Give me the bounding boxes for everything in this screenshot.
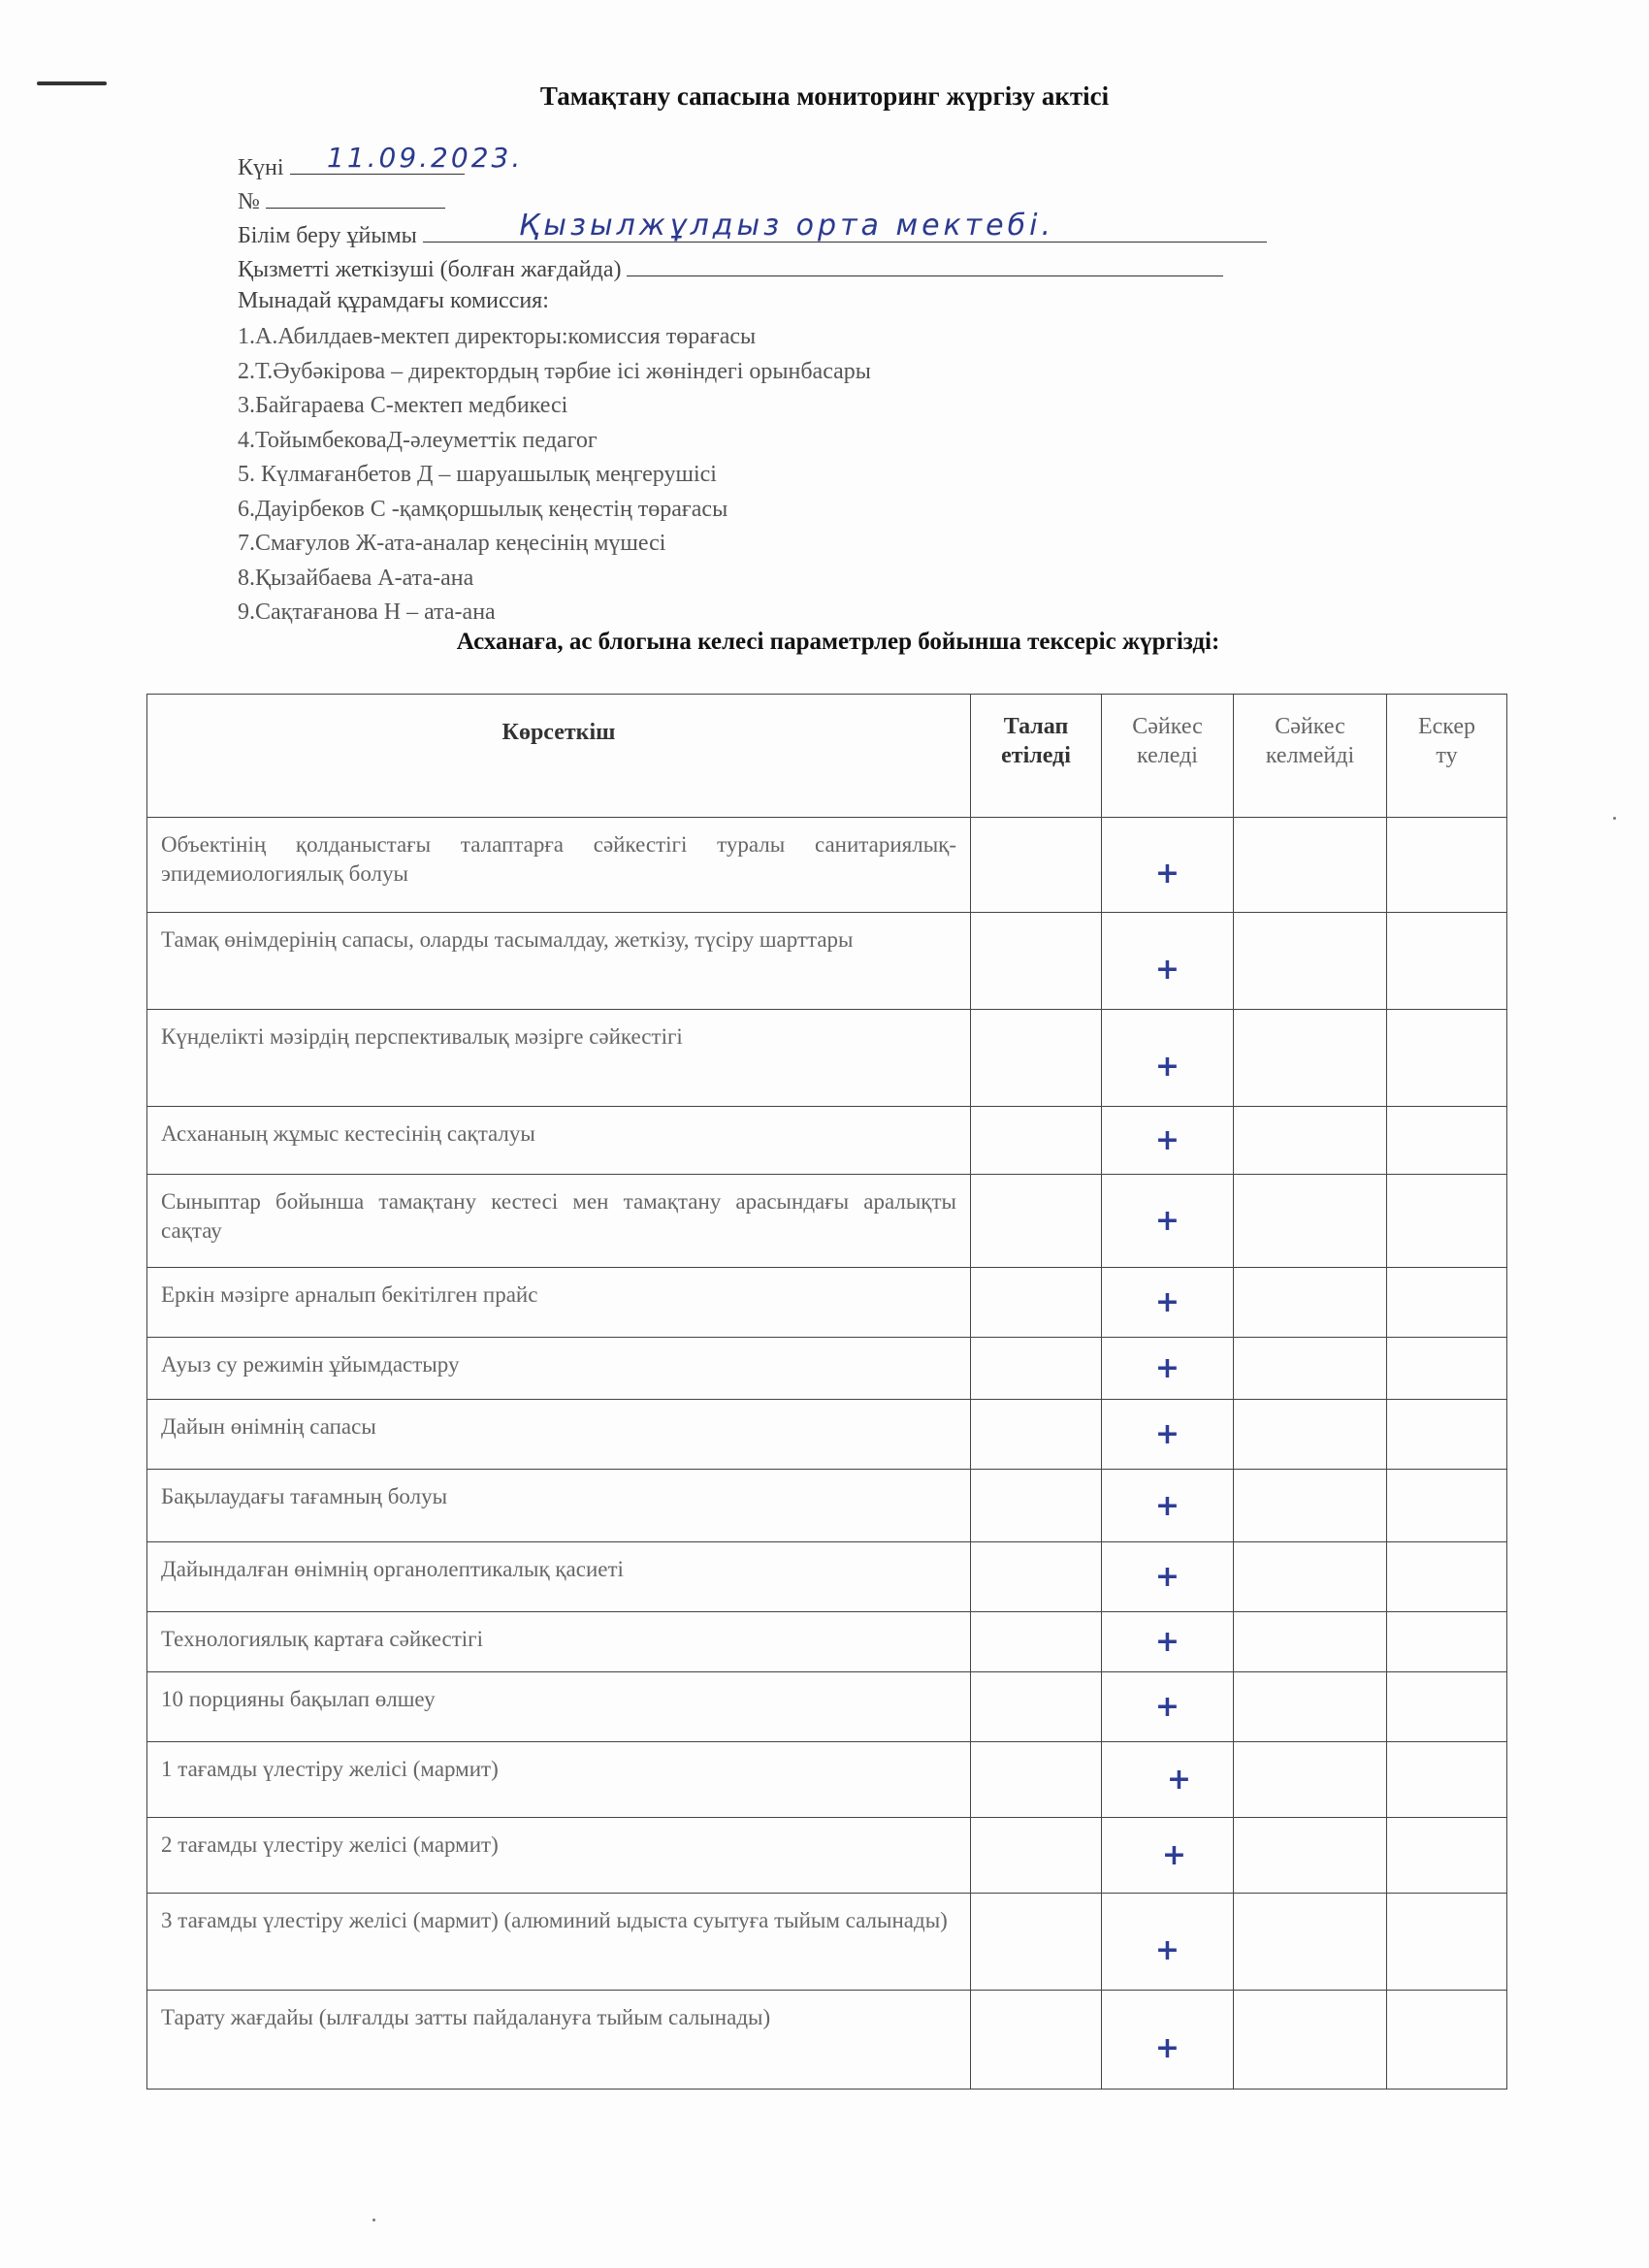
plus-mark: + xyxy=(1154,1417,1180,1451)
commission-intro: Мынадай құрамдағы комиссия: xyxy=(238,288,549,313)
plus-mark: + xyxy=(1154,1050,1180,1084)
compliant-cell xyxy=(1102,1470,1234,1542)
member-item: 3.Байгараева С-мектеп медбикесі xyxy=(238,393,568,418)
indicator-cell: Технологиялық картаға сәйкестігі xyxy=(147,1612,971,1672)
noncompliant-cell xyxy=(1234,1542,1387,1612)
member-item: 9.Сақтағанова Н – ата-ана xyxy=(238,599,496,625)
table-row xyxy=(147,1338,1507,1400)
plus-mark: + xyxy=(1154,1560,1180,1594)
note-cell xyxy=(1387,1894,1507,1991)
noncompliant-cell xyxy=(1234,1268,1387,1338)
compliant-cell xyxy=(1102,1894,1234,1991)
noncompliant-cell xyxy=(1234,1175,1387,1268)
noncompliant-cell xyxy=(1234,1107,1387,1175)
table-row xyxy=(147,1470,1507,1542)
date-line xyxy=(238,142,1267,182)
noncompliant-cell xyxy=(1234,1010,1387,1107)
table-row xyxy=(147,1107,1507,1175)
indicator-cell: Объектінің қолданыстағы талаптарға сәйкестігі туралы санитариялық-эпидемиологиялық болуы xyxy=(147,818,971,913)
plus-mark: + xyxy=(1154,2031,1180,2065)
date-handwritten: 11.09.2023. xyxy=(327,142,524,174)
required-cell xyxy=(971,818,1102,913)
noncompliant-cell xyxy=(1234,1742,1387,1818)
indicator-cell: Асхананың жұмыс кестесінің сақталуы xyxy=(147,1107,971,1175)
required-cell xyxy=(971,1010,1102,1107)
indicator-cell: 3 тағамды үлестіру желісі (мармит) (алюминий ыдыста суытуға тыйым салынады) xyxy=(147,1894,971,1991)
table-row xyxy=(147,1542,1507,1612)
table-row xyxy=(147,1400,1507,1470)
org-label: Білім беру ұйымы xyxy=(238,223,417,248)
plus-mark: + xyxy=(1161,1838,1187,1872)
member-item: 6.Дауірбеков С -қамқоршылық кеңестің төрағасы xyxy=(238,496,728,522)
required-cell xyxy=(971,1818,1102,1894)
note-cell xyxy=(1387,1742,1507,1818)
plus-mark: + xyxy=(1154,1123,1180,1157)
note-cell xyxy=(1387,1672,1507,1742)
org-handwritten: Қызылжұлдыз орта мектебі. xyxy=(519,209,1054,243)
member-item: 5. Күлмағанбетов Д – шаруашылық меңгерушісі xyxy=(238,462,717,487)
header-noncompliant: Сәйкес келмейді xyxy=(1234,695,1387,818)
date-label: Күні xyxy=(238,155,284,180)
plus-mark: + xyxy=(1154,1204,1180,1238)
table-row xyxy=(147,1612,1507,1672)
compliant-cell xyxy=(1102,1338,1234,1400)
required-cell xyxy=(971,1338,1102,1400)
note-cell xyxy=(1387,818,1507,913)
noncompliant-cell xyxy=(1234,913,1387,1010)
note-cell xyxy=(1387,1338,1507,1400)
plus-mark: + xyxy=(1154,953,1180,987)
scan-speck xyxy=(1613,817,1616,820)
required-cell xyxy=(971,1400,1102,1470)
plus-mark: + xyxy=(1154,1625,1180,1659)
plus-mark: + xyxy=(1154,857,1180,891)
indicator-cell: Дайындалған өнімнің органолептикалық қасиеті xyxy=(147,1542,971,1612)
member-item: 1.А.Абилдаев-мектеп директоры:комиссия төрағасы xyxy=(238,324,757,349)
member-item: 7.Смағулов Ж-ата-аналар кеңесінің мүшесі xyxy=(238,531,666,556)
header-indicator: Көрсеткіш xyxy=(147,695,971,818)
form-header xyxy=(238,142,1267,318)
indicator-cell: Еркін мәзірге арналып бекітілген прайс xyxy=(147,1268,971,1338)
compliant-cell xyxy=(1102,1672,1234,1742)
table-row xyxy=(147,1010,1507,1107)
note-cell xyxy=(1387,1470,1507,1542)
indicator-cell: Күнделікті мәзірдің перспективалық мәзірге сәйкестігі xyxy=(147,1010,971,1107)
compliant-cell xyxy=(1102,1742,1234,1818)
required-cell xyxy=(971,1175,1102,1268)
indicator-cell: Тарату жағдайы (ылғалды затты пайдалануға тыйым салынады) xyxy=(147,1991,971,2090)
table-row xyxy=(147,1991,1507,2090)
header-note: Ескер ту xyxy=(1387,695,1507,818)
number-label: № xyxy=(238,189,260,214)
compliant-cell xyxy=(1102,1010,1234,1107)
table-row xyxy=(147,1268,1507,1338)
table-row xyxy=(147,1818,1507,1894)
required-cell xyxy=(971,1672,1102,1742)
supplier-label: Қызметті жеткізуші (болған жағдайда) xyxy=(238,257,622,282)
note-cell xyxy=(1387,1010,1507,1107)
noncompliant-cell xyxy=(1234,1612,1387,1672)
member-item: 8.Қызайбаева А-ата-ана xyxy=(238,565,474,591)
note-cell xyxy=(1387,1612,1507,1672)
indicator-cell: 10 порцияны бақылап өлшеу xyxy=(147,1672,971,1742)
plus-mark: + xyxy=(1154,1351,1180,1385)
table-header-row xyxy=(147,695,1507,818)
compliant-cell xyxy=(1102,913,1234,1010)
member-item: 2.Т.Әубәкірова – директордың тәрбие ісі жөніндегі орынбасары xyxy=(238,358,871,384)
noncompliant-cell xyxy=(1234,1894,1387,1991)
org-line xyxy=(238,209,1267,250)
supplier-underline xyxy=(627,250,1223,276)
table-row xyxy=(147,913,1507,1010)
plus-mark: + xyxy=(1154,1488,1180,1523)
compliant-cell xyxy=(1102,1612,1234,1672)
note-cell xyxy=(1387,1542,1507,1612)
required-cell xyxy=(971,1470,1102,1542)
compliant-cell xyxy=(1102,1818,1234,1894)
header-compliant: Сәйкес келеді xyxy=(1102,695,1234,818)
indicator-cell: Бақылаудағы тағамның болуы xyxy=(147,1470,971,1542)
required-cell xyxy=(971,1991,1102,2090)
compliant-cell xyxy=(1102,1175,1234,1268)
note-cell xyxy=(1387,913,1507,1010)
table-row xyxy=(147,818,1507,913)
note-cell xyxy=(1387,1268,1507,1338)
inspection-subtitle: Асханаға, ас блогына келесі параметрлер бойынша тексеріс жүргізді: xyxy=(456,629,1220,655)
compliant-cell xyxy=(1102,1991,1234,2090)
plus-mark: + xyxy=(1154,1933,1180,1967)
document-title: Тамақтану сапасына мониторинг жүргізу актісі xyxy=(539,81,1110,111)
table-row xyxy=(147,1742,1507,1818)
table-row xyxy=(147,1672,1507,1742)
required-cell xyxy=(971,1742,1102,1818)
indicator-cell: Дайын өнімнің сапасы xyxy=(147,1400,971,1470)
indicator-cell: 1 тағамды үлестіру желісі (мармит) xyxy=(147,1742,971,1818)
noncompliant-cell xyxy=(1234,1991,1387,2090)
header-required: Талап етіледі xyxy=(971,695,1102,818)
inspection-table xyxy=(146,694,1507,2090)
compliant-cell xyxy=(1102,818,1234,913)
commission-members xyxy=(238,320,871,631)
table-row xyxy=(147,1894,1507,1991)
required-cell xyxy=(971,1894,1102,1991)
compliant-cell xyxy=(1102,1107,1234,1175)
indicator-cell: Ауыз су режимін ұйымдастыру xyxy=(147,1338,971,1400)
compliant-cell xyxy=(1102,1542,1234,1612)
noncompliant-cell xyxy=(1234,1818,1387,1894)
scan-speck xyxy=(372,2219,375,2221)
plus-mark: + xyxy=(1154,1285,1180,1319)
required-cell xyxy=(971,1268,1102,1338)
required-cell xyxy=(971,913,1102,1010)
plus-mark: + xyxy=(1166,1763,1192,1797)
note-cell xyxy=(1387,1818,1507,1894)
noncompliant-cell xyxy=(1234,1400,1387,1470)
table-row xyxy=(147,1175,1507,1268)
noncompliant-cell xyxy=(1234,1470,1387,1542)
member-item: 4.ТойымбековаД-әлеуметтік педагог xyxy=(238,427,598,453)
number-underline xyxy=(266,182,445,209)
noncompliant-cell xyxy=(1234,818,1387,913)
noncompliant-cell xyxy=(1234,1672,1387,1742)
note-cell xyxy=(1387,1175,1507,1268)
compliant-cell xyxy=(1102,1400,1234,1470)
required-cell xyxy=(971,1107,1102,1175)
note-cell xyxy=(1387,1400,1507,1470)
required-cell xyxy=(971,1542,1102,1612)
noncompliant-cell xyxy=(1234,1338,1387,1400)
note-cell xyxy=(1387,1107,1507,1175)
indicator-cell: Сыныптар бойынша тамақтану кестесі мен тамақтану арасындағы аралықты сақтау xyxy=(147,1175,971,1268)
required-cell xyxy=(971,1612,1102,1672)
indicator-cell: 2 тағамды үлестіру желісі (мармит) xyxy=(147,1818,971,1894)
plus-mark: + xyxy=(1154,1690,1180,1724)
compliant-cell xyxy=(1102,1268,1234,1338)
supplier-line xyxy=(238,250,1267,284)
note-cell xyxy=(1387,1991,1507,2090)
indicator-cell: Тамақ өнімдерінің сапасы, оларды тасымалдау, жеткізу, түсіру шарттары xyxy=(147,913,971,1010)
